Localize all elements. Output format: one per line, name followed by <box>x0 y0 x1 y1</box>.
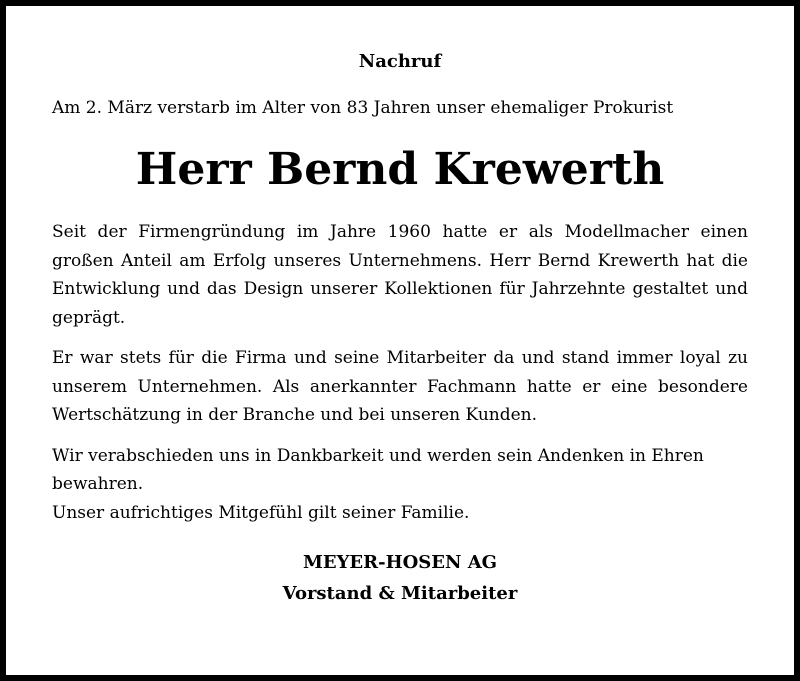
paragraph-farewell: Wir verabschieden uns in Dankbarkeit und werden sein Andenken in Ehren bewahren. <box>52 445 704 494</box>
signature-block <box>52 547 748 609</box>
closing-line: Unser aufrichtiges Mitgefühl gilt seiner Familie. <box>52 502 470 523</box>
notice-heading: Nachruf <box>358 51 442 72</box>
company-name: MEYER-HOSEN AG <box>302 552 498 573</box>
paragraph-history: Seit der Firmengründung im Jahre 1960 hatte er als Modellmacher einen großen Anteil am Erfolg unseres Unternehmens. Herr Bernd Krewerth hat die Entwicklung und das Design unserer Kollektionen für Jahrzehnte gestaltet und geprägt. <box>52 222 748 328</box>
deceased-name: Herr Bernd Krewerth <box>135 144 665 195</box>
notice-body <box>52 218 748 527</box>
signature-department: Vorstand & Mitarbeiter <box>282 583 518 604</box>
paragraph-loyalty: Er war stets für die Firma und seine Mitarbeiter da und stand immer loyal zu unserem Unternehmen. Als anerkannter Fachmann hatte er eine besondere Wertschätzung in der Branche und bei unseren Kunden. <box>52 348 748 425</box>
intro-line: Am 2. März verstarb im Alter von 83 Jahren unser ehemaliger Prokurist <box>52 98 674 118</box>
